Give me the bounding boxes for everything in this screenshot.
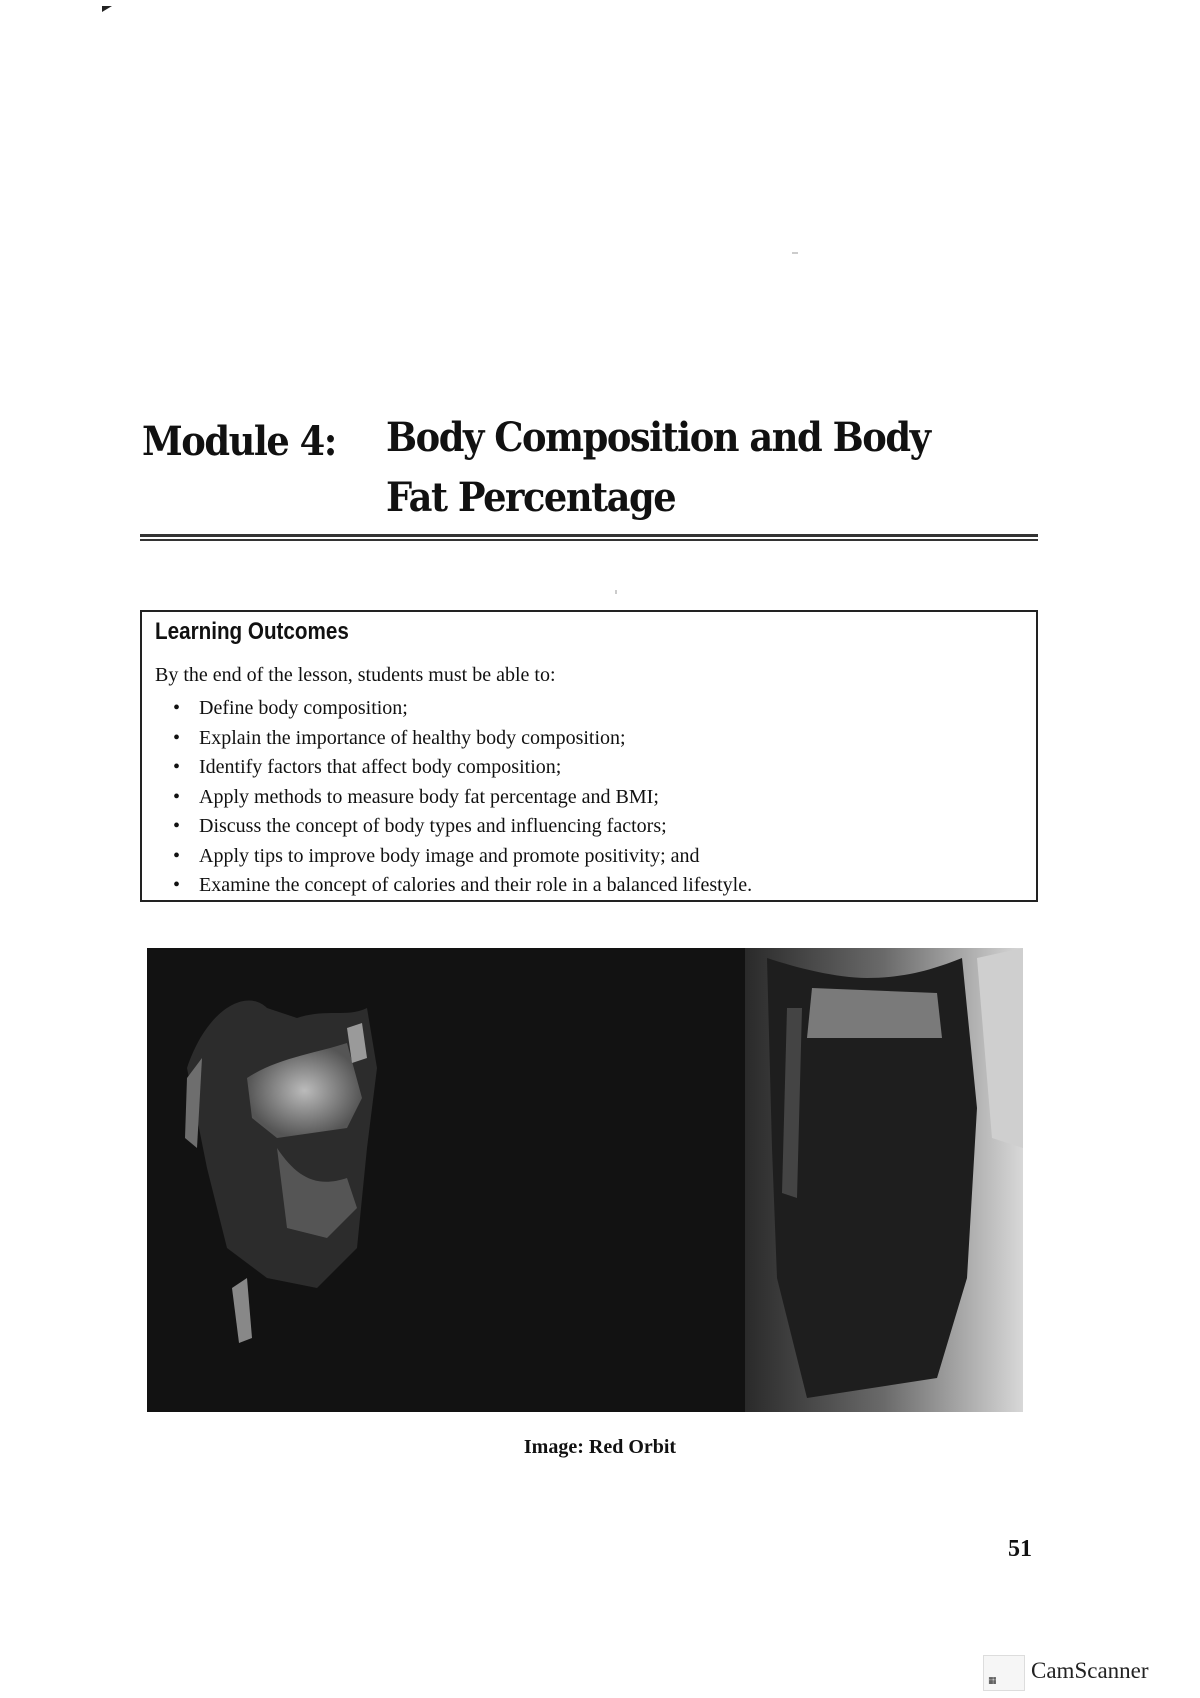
camscanner-label: CamScanner (1031, 1658, 1149, 1683)
camscanner-watermark (983, 1652, 1183, 1692)
list-item: • Discuss the concept of body types and influencing factors; (155, 812, 752, 842)
learning-outcomes-intro: By the end of the lesson, students must be able to: (155, 664, 556, 686)
camscanner-logo-icon: ▦ (983, 1655, 1025, 1691)
module-label: Module 4: (142, 418, 336, 465)
module-title: Body Composition and Body Fat Percentage (386, 414, 930, 521)
learning-outcomes-box (140, 610, 1038, 902)
list-item: • Examine the concept of calories and their role in a balanced lifestyle. (155, 871, 752, 901)
header-rule-secondary (140, 539, 1038, 541)
page-number: 51 (1008, 1536, 1032, 1562)
list-item: • Apply tips to improve body image and promote positivity; and (155, 842, 752, 872)
scan-speck (615, 590, 617, 594)
corner-mark (102, 6, 112, 12)
figure-caption: Image: Red Orbit (523, 1436, 677, 1458)
header-rule (140, 534, 1038, 537)
list-item: • Apply methods to measure body fat percentage and BMI; (155, 783, 752, 813)
learning-outcomes-list (155, 694, 752, 901)
scan-speck (792, 252, 798, 254)
photo-illustration (147, 948, 1023, 1412)
learning-outcomes-title: Learning Outcomes (155, 618, 349, 645)
list-item: • Define body composition; (155, 694, 752, 724)
list-item: • Identify factors that affect body composition; (155, 753, 752, 783)
body-composition-photo (147, 948, 1023, 1412)
list-item: • Explain the importance of healthy body composition; (155, 724, 752, 754)
